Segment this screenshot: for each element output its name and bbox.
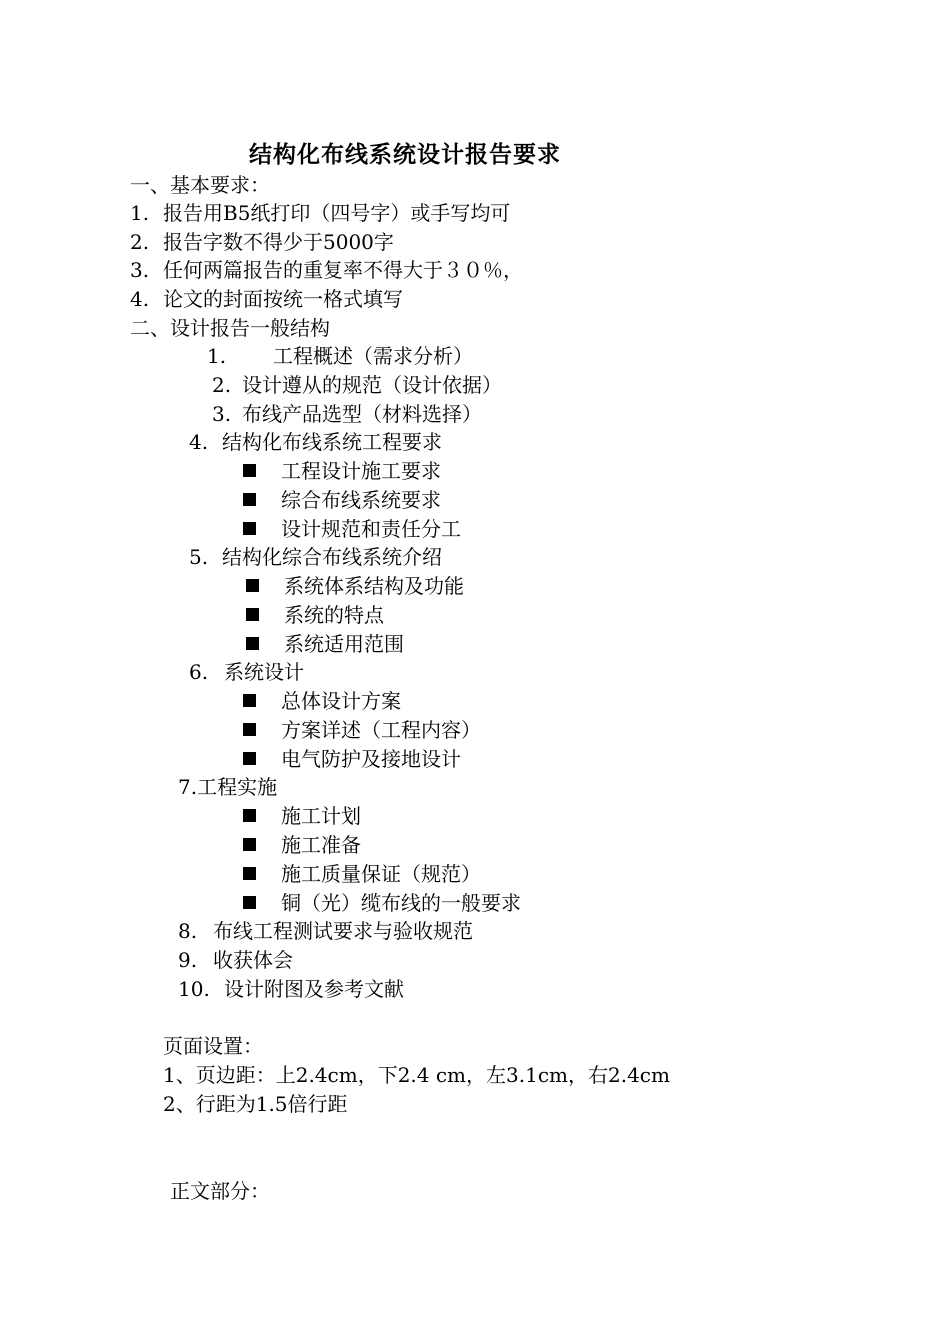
document-title: 结构化布线系统设计报告要求 — [249, 141, 561, 168]
bullet-text: 施工计划 — [281, 804, 361, 828]
item-text: 布线产品选型（材料选择） — [242, 402, 482, 426]
item-text: 报告用B5纸打印（四号字）或手写均可 — [163, 201, 511, 225]
square-bullet-icon — [243, 522, 256, 535]
square-bullet-icon — [243, 493, 256, 506]
item-text: 论文的封面按统一格式填写 — [163, 287, 403, 311]
list-item — [130, 287, 403, 311]
bullet-item — [243, 862, 481, 886]
square-bullet-icon — [246, 608, 259, 621]
list-item — [189, 545, 442, 569]
bullet-item — [246, 574, 464, 598]
item-number: 3. — [212, 402, 232, 426]
bullet-item — [243, 718, 481, 742]
bullet-text: 系统的特点 — [284, 603, 384, 627]
list-item — [207, 344, 473, 368]
item-number: 7. — [178, 775, 198, 799]
item-text: 任何两篇报告的重复率不得大于３０％， — [163, 258, 523, 282]
page-setup-heading: 页面设置： — [163, 1034, 263, 1058]
list-item — [212, 402, 482, 426]
item-number: 4. — [189, 430, 209, 454]
square-bullet-icon — [243, 896, 256, 909]
item-number: 10. — [178, 977, 210, 1001]
bullet-item — [243, 517, 461, 541]
item-number: 6. — [189, 660, 209, 684]
bullet-text: 系统体系结构及功能 — [284, 574, 464, 598]
bullet-text: 综合布线系统要求 — [281, 488, 441, 512]
item-text: 结构化布线系统工程要求 — [222, 430, 442, 454]
item-number: 1. — [130, 201, 150, 225]
list-item — [178, 775, 277, 799]
bullet-item — [243, 459, 441, 483]
bullet-text: 电气防护及接地设计 — [281, 747, 461, 771]
bullet-text: 铜（光）缆布线的一般要求 — [281, 891, 521, 915]
bullet-item — [243, 488, 441, 512]
bullet-text: 施工质量保证（规范） — [281, 862, 481, 886]
bullet-item — [246, 603, 384, 627]
section-2-heading: 二、设计报告一般结构 — [130, 316, 330, 340]
item-text: 设计遵从的规范（设计依据） — [242, 373, 502, 397]
bullet-text: 总体设计方案 — [281, 689, 401, 713]
square-bullet-icon — [243, 723, 256, 736]
bullet-text: 施工准备 — [281, 833, 361, 857]
bullet-item — [243, 804, 361, 828]
page-setup-line: 2、行距为1.5倍行距 — [163, 1092, 348, 1116]
item-text: 设计附图及参考文献 — [224, 977, 404, 1001]
bullet-text: 设计规范和责任分工 — [281, 517, 461, 541]
item-number: 2. — [130, 230, 150, 254]
item-text: 报告字数不得少于5000字 — [163, 230, 394, 254]
bullet-text: 工程设计施工要求 — [281, 459, 441, 483]
item-text: 布线工程测试要求与验收规范 — [213, 919, 473, 943]
square-bullet-icon — [243, 809, 256, 822]
bullet-item — [243, 689, 401, 713]
body-section-heading: 正文部分： — [170, 1179, 270, 1203]
square-bullet-icon — [246, 637, 259, 650]
list-item — [130, 230, 394, 254]
item-text: 工程实施 — [197, 775, 278, 799]
list-item — [130, 201, 510, 225]
page-setup-line: 1、页边距：上2.4cm，下2.4 cm，左3.1cm，右2.4cm — [163, 1063, 670, 1087]
bullet-text: 方案详述（工程内容） — [281, 718, 481, 742]
bullet-item — [243, 747, 461, 771]
item-number: 5. — [189, 545, 209, 569]
list-item — [178, 977, 404, 1001]
bullet-text: 系统适用范围 — [284, 632, 404, 656]
item-number: 8. — [178, 919, 198, 943]
item-number: 3. — [130, 258, 150, 282]
item-text: 收获体会 — [213, 948, 293, 972]
bullet-item — [243, 833, 361, 857]
item-number: 9. — [178, 948, 198, 972]
square-bullet-icon — [243, 867, 256, 880]
item-text: 工程概述（需求分析） — [273, 344, 473, 368]
list-item — [189, 660, 304, 684]
square-bullet-icon — [243, 752, 256, 765]
list-item — [178, 919, 473, 943]
bullet-item — [246, 632, 404, 656]
list-item — [178, 948, 293, 972]
square-bullet-icon — [246, 579, 259, 592]
square-bullet-icon — [243, 464, 256, 477]
list-item — [189, 430, 442, 454]
item-number: 2. — [212, 373, 232, 397]
item-number: 1. — [207, 344, 227, 368]
bullet-item — [243, 891, 521, 915]
item-number: 4. — [130, 287, 150, 311]
list-item — [212, 373, 502, 397]
item-text: 系统设计 — [224, 660, 304, 684]
square-bullet-icon — [243, 694, 256, 707]
item-text: 结构化综合布线系统介绍 — [222, 545, 442, 569]
section-1-heading: 一、基本要求： — [130, 173, 270, 197]
list-item — [130, 258, 523, 282]
square-bullet-icon — [243, 838, 256, 851]
